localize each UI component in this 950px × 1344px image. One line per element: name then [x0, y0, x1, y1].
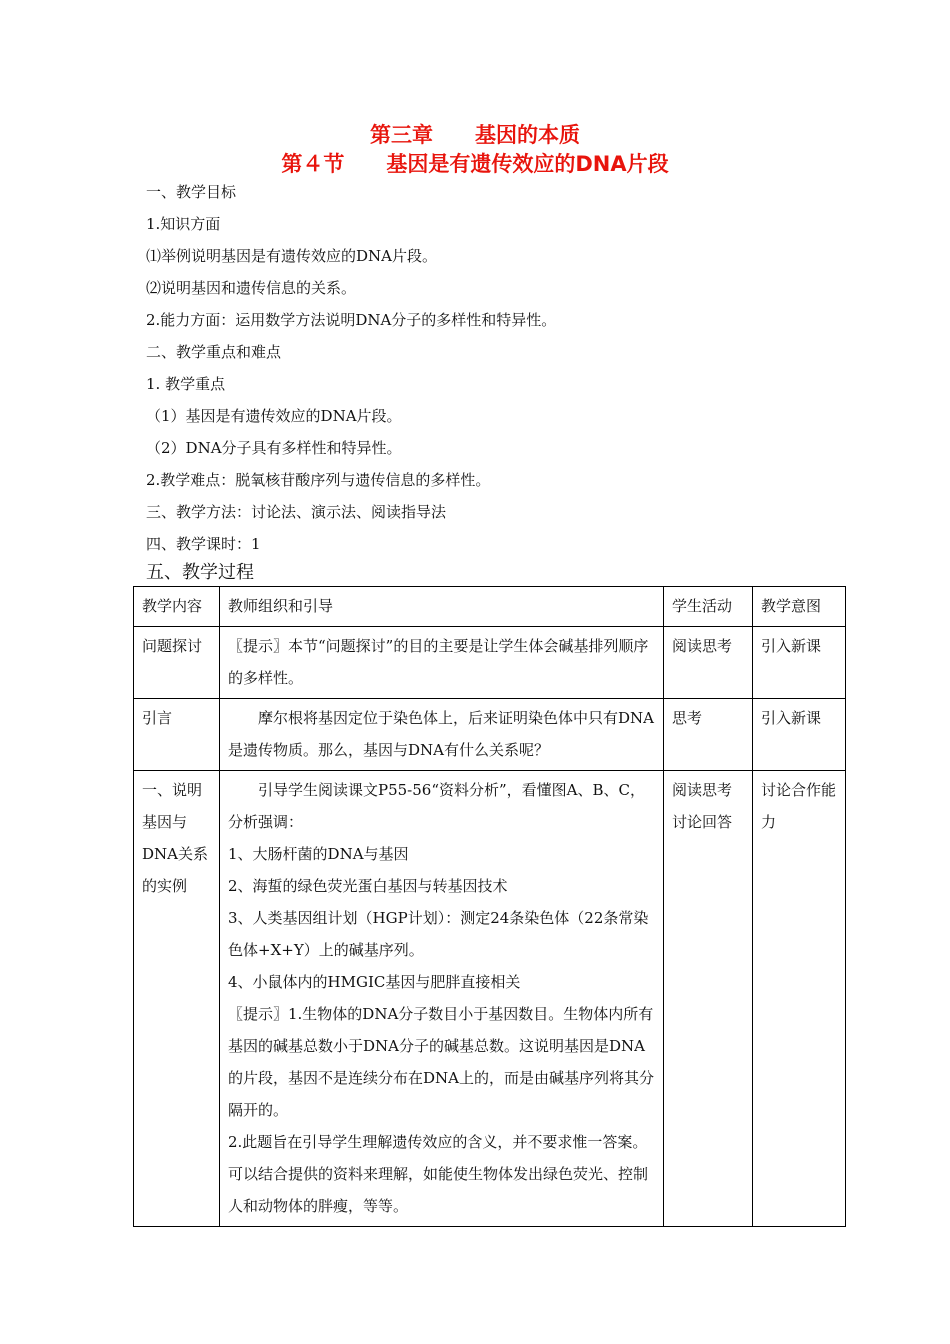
- heading-objectives: 一、教学目标: [146, 183, 237, 201]
- guide-paragraph: 〖提示〗本节“问题探讨”的目的主要是让学生体会碱基排列顺序的多样性。: [228, 637, 649, 687]
- guide-paragraph: 〖提示〗1.生物体的DNA分子数目小于基因数目。生物体内所有基因的碱基总数小于DNA分子的碱基总数。这说明基因是DNA的片段，基因不是连续分布在DNA上的，而是由碱基序列将其分隔开的。: [228, 1005, 654, 1119]
- row-activity: 阅读思考讨论回答: [664, 771, 753, 1227]
- key-point-2: （2）DNA分子具有多样性和特异性。: [146, 439, 402, 457]
- row-intent: 引入新课: [753, 699, 846, 771]
- chapter-title: 第三章 基因的本质: [370, 123, 580, 147]
- row-activity: 阅读思考: [664, 627, 753, 699]
- heading-key-points: 二、教学重点和难点: [146, 343, 282, 361]
- row-guide: [220, 771, 664, 1227]
- row-intent: 讨论合作能力: [753, 771, 846, 1227]
- row-content: 问题探讨: [134, 627, 220, 699]
- guide-paragraph: 3、人类基因组计划（HGP计划）：测定24条染色体（22条常染色体+X+Y）上的碱基序列。: [228, 909, 649, 959]
- process-table: [133, 586, 846, 1227]
- difficulty: 2.教学难点：脱氧核苷酸序列与遗传信息的多样性。: [146, 471, 491, 489]
- guide-paragraph: 4、小鼠体内的HMGIC基因与肥胖直接相关: [228, 973, 521, 991]
- section-title: 第４节 基因是有遗传效应的DNA片段: [281, 152, 669, 176]
- objective-knowledge-2: ⑵说明基因和遗传信息的关系。: [146, 279, 357, 297]
- row-content: 一、说明基因与DNA关系的实例: [134, 771, 220, 1227]
- header-intent: 教学意图: [753, 587, 846, 627]
- table-row: [134, 627, 846, 699]
- table-row: [134, 699, 846, 771]
- heading-process: 五、教学过程: [146, 562, 254, 583]
- guide-paragraph: 引导学生阅读课文P55-56“资料分析”，看懂图A、B、C，分析强调：: [228, 781, 646, 831]
- header-guide: 教师组织和引导: [220, 587, 664, 627]
- guide-paragraph: 1、大肠杆菌的DNA与基因: [228, 845, 409, 863]
- row-guide: [220, 627, 664, 699]
- objective-knowledge: 1.知识方面: [146, 215, 221, 233]
- guide-paragraph: 摩尔根将基因定位于染色体上，后来证明染色体中只有DNA是遗传物质。那么，基因与DNA有什么关系呢？: [228, 709, 654, 759]
- objective-knowledge-1: ⑴举例说明基因是有遗传效应的DNA片段。: [146, 247, 437, 265]
- header-activity: 学生活动: [664, 587, 753, 627]
- row-intent: 引入新课: [753, 627, 846, 699]
- guide-paragraph: 2.此题旨在引导学生理解遗传效应的含义，并不要求惟一答案。可以结合提供的资料来理解，如能使生物体发出绿色荧光、控制人和动物体的胖瘦，等等。: [228, 1133, 649, 1215]
- class-hours: 四、教学课时：1: [146, 535, 261, 553]
- table-row: [134, 771, 846, 1227]
- guide-paragraph: 2、海蜇的绿色荧光蛋白基因与转基因技术: [228, 877, 508, 895]
- key-point-1: （1）基因是有遗传效应的DNA片段。: [146, 407, 402, 425]
- table-header-row: [134, 587, 846, 627]
- teaching-methods: 三、教学方法：讨论法、演示法、阅读指导法: [146, 503, 447, 521]
- row-activity: 思考: [664, 699, 753, 771]
- objective-ability: 2.能力方面：运用数学方法说明DNA分子的多样性和特异性。: [146, 311, 557, 329]
- row-content: 引言: [134, 699, 220, 771]
- row-guide: [220, 699, 664, 771]
- header-content: 教学内容: [134, 587, 220, 627]
- key-points-label: 1. 教学重点: [146, 375, 226, 393]
